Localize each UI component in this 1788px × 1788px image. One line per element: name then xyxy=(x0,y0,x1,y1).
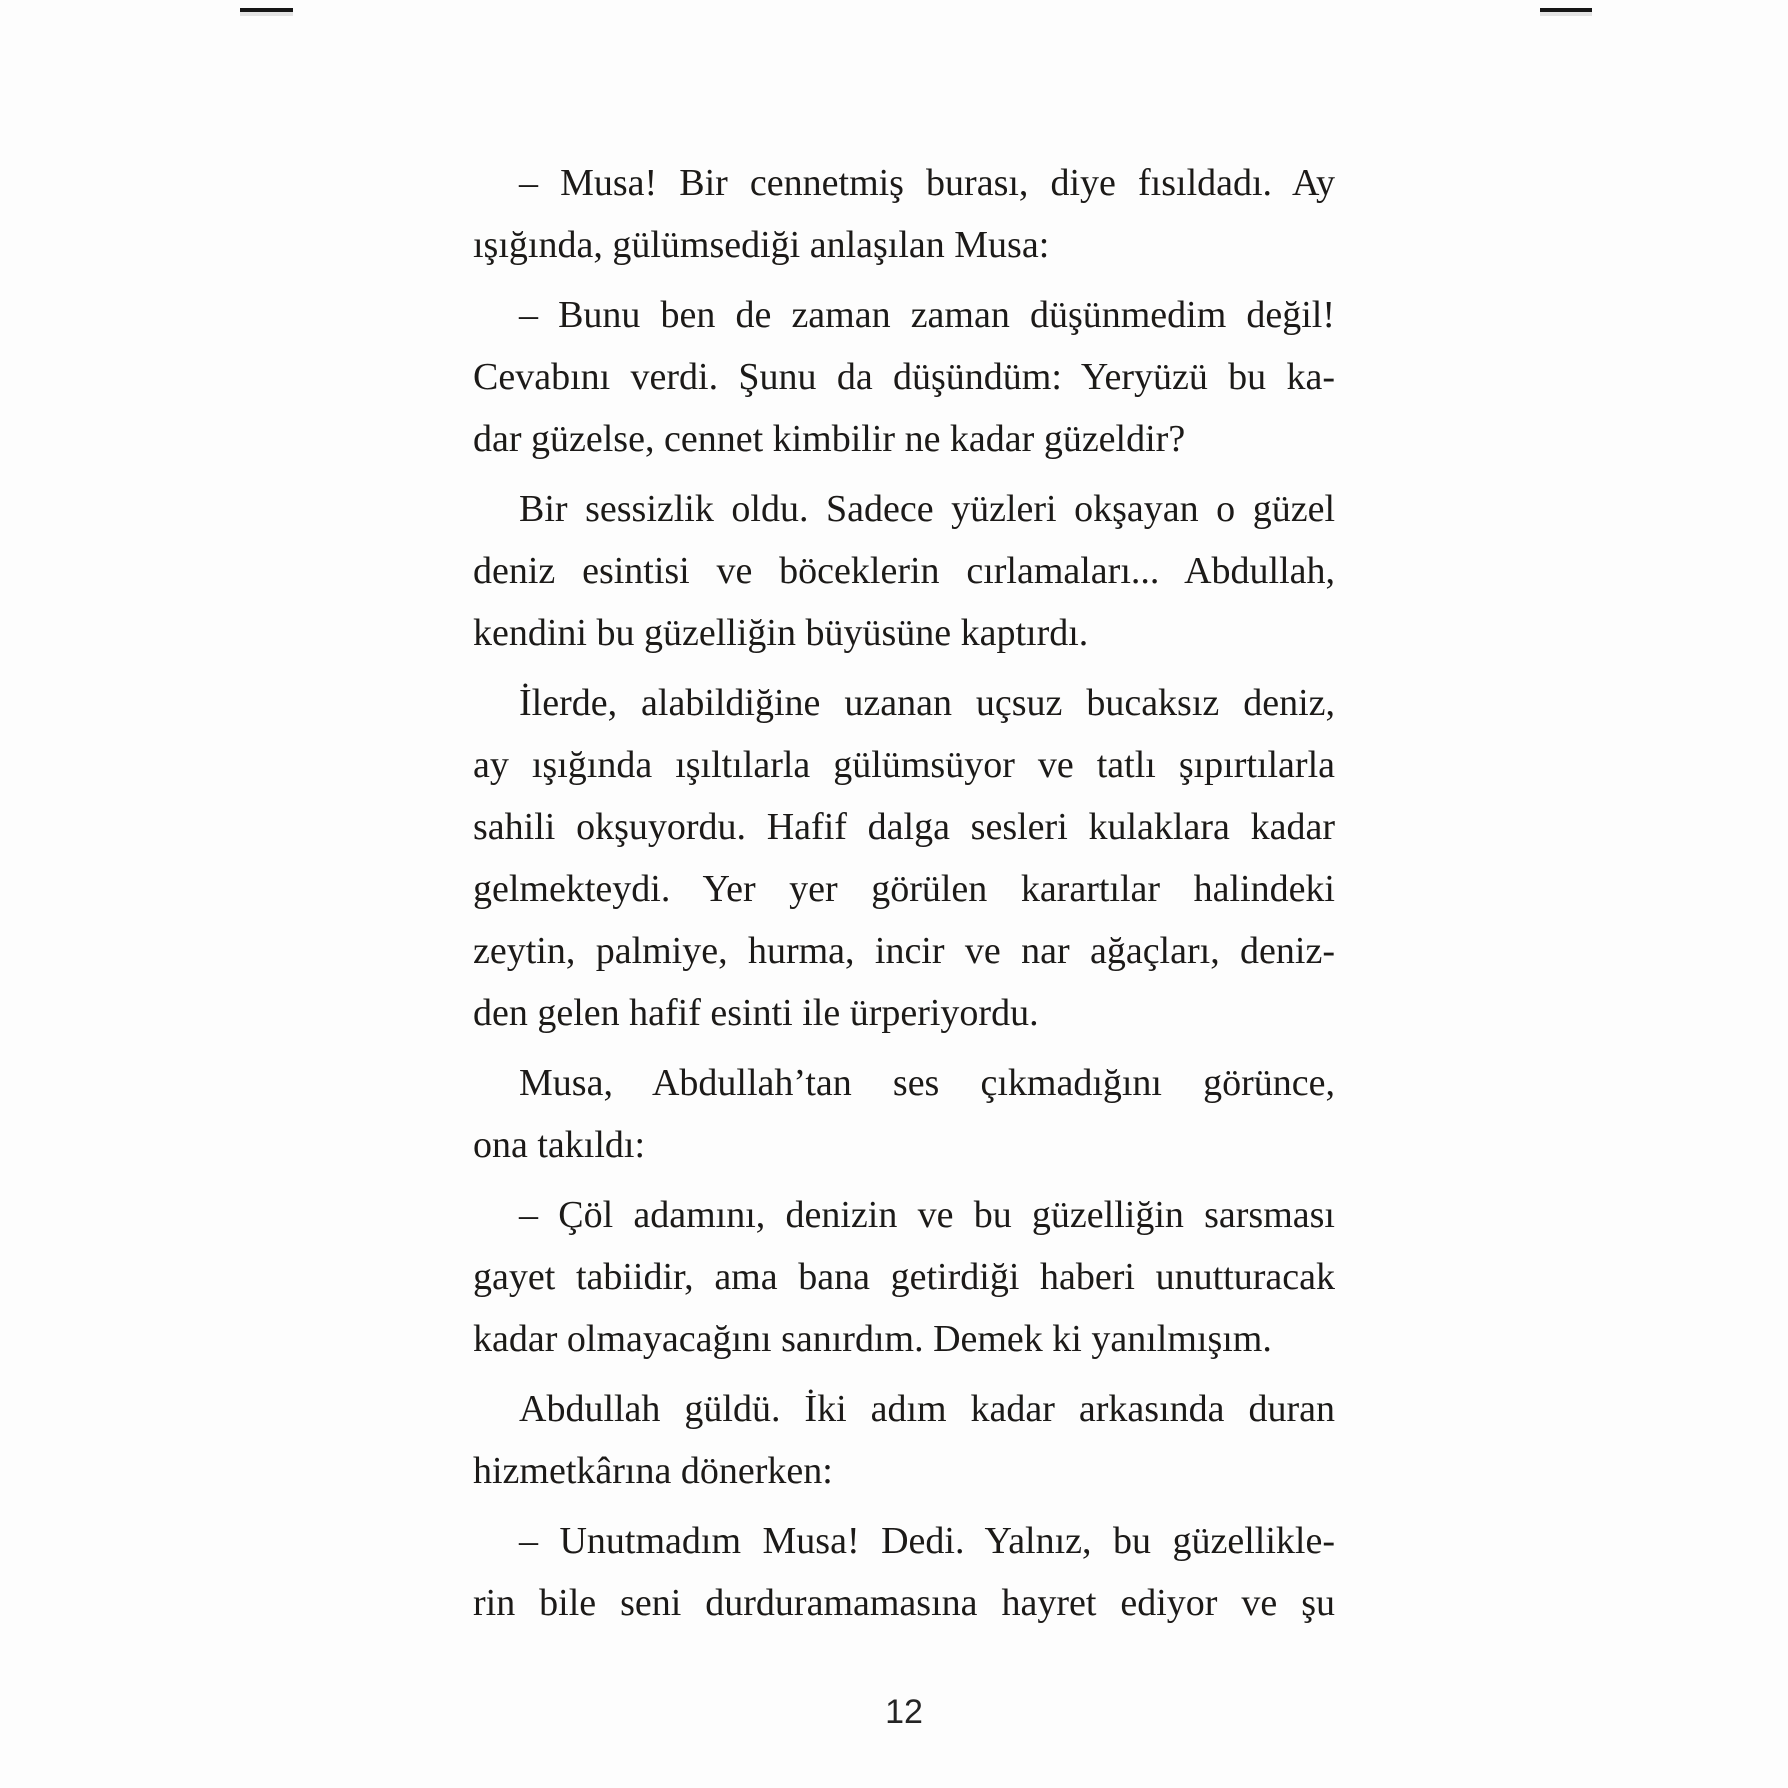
text-line: Abdullah güldü. İki adım kadar arkasında duran xyxy=(519,1388,1335,1430)
paragraph xyxy=(473,478,1335,664)
top-left-rule-mark xyxy=(240,8,293,12)
text-line: deniz esintisi ve böceklerin cırlamaları... Abdullah, xyxy=(473,550,1335,592)
paragraph xyxy=(473,672,1335,1044)
top-right-rule-mark xyxy=(1540,8,1592,12)
text-line: – Çöl adamını, denizin ve bu güzelliğin sarsması xyxy=(519,1194,1335,1236)
text-line: gayet tabiidir, ama bana getirdiği haberi unutturacak xyxy=(473,1256,1335,1298)
paragraph xyxy=(473,1510,1335,1634)
text-line: İlerde, alabildiğine uzanan uçsuz bucaksız deniz, xyxy=(519,682,1335,724)
text-line: dar güzelse, cennet kimbilir ne kadar güzeldir? xyxy=(473,418,1186,460)
text-line: Cevabını verdi. Şunu da düşündüm: Yeryüzü bu ka- xyxy=(473,356,1335,398)
paragraph xyxy=(473,1052,1335,1176)
text-line: kendini bu güzelliğin büyüsüne kaptırdı. xyxy=(473,612,1089,654)
text-line: ay ışığında ışıltılarla gülümsüyor ve tatlı şıpırtılarla xyxy=(473,744,1335,786)
text-line: Musa, Abdullah’tan ses çıkmadığını görünce, xyxy=(519,1062,1335,1104)
text-line: – Musa! Bir cennetmiş burası, diye fısıldadı. Ay xyxy=(519,162,1335,204)
text-line: gelmekteydi. Yer yer görülen karartılar halindeki xyxy=(473,868,1335,910)
text-line: kadar olmayacağını sanırdım. Demek ki yanılmışım. xyxy=(473,1318,1272,1360)
paragraph xyxy=(473,1184,1335,1370)
text-line: sahili okşuyordu. Hafif dalga sesleri kulaklara kadar xyxy=(473,806,1335,848)
text-line: – Bunu ben de zaman zaman düşünmedim değil! xyxy=(519,294,1335,336)
text-line: zeytin, palmiye, hurma, incir ve nar ağaçları, deniz- xyxy=(473,930,1335,972)
text-line: ona takıldı: xyxy=(473,1124,646,1166)
text-line: Bir sessizlik oldu. Sadece yüzleri okşayan o güzel xyxy=(519,488,1335,530)
text-line: den gelen hafif esinti ile ürperiyordu. xyxy=(473,992,1039,1034)
body-text xyxy=(473,152,1335,1634)
paragraph xyxy=(473,1378,1335,1502)
text-line: hizmetkârına dönerken: xyxy=(473,1450,833,1492)
page-number: 12 xyxy=(885,1693,923,1731)
text-line: – Unutmadım Musa! Dedi. Yalnız, bu güzellikle- xyxy=(519,1520,1335,1562)
paragraph xyxy=(473,152,1335,276)
paragraph xyxy=(473,284,1335,470)
text-line: ışığında, gülümsediği anlaşılan Musa: xyxy=(473,224,1050,266)
text-line: rin bile seni durduramamasına hayret ediyor ve şu xyxy=(473,1582,1335,1624)
